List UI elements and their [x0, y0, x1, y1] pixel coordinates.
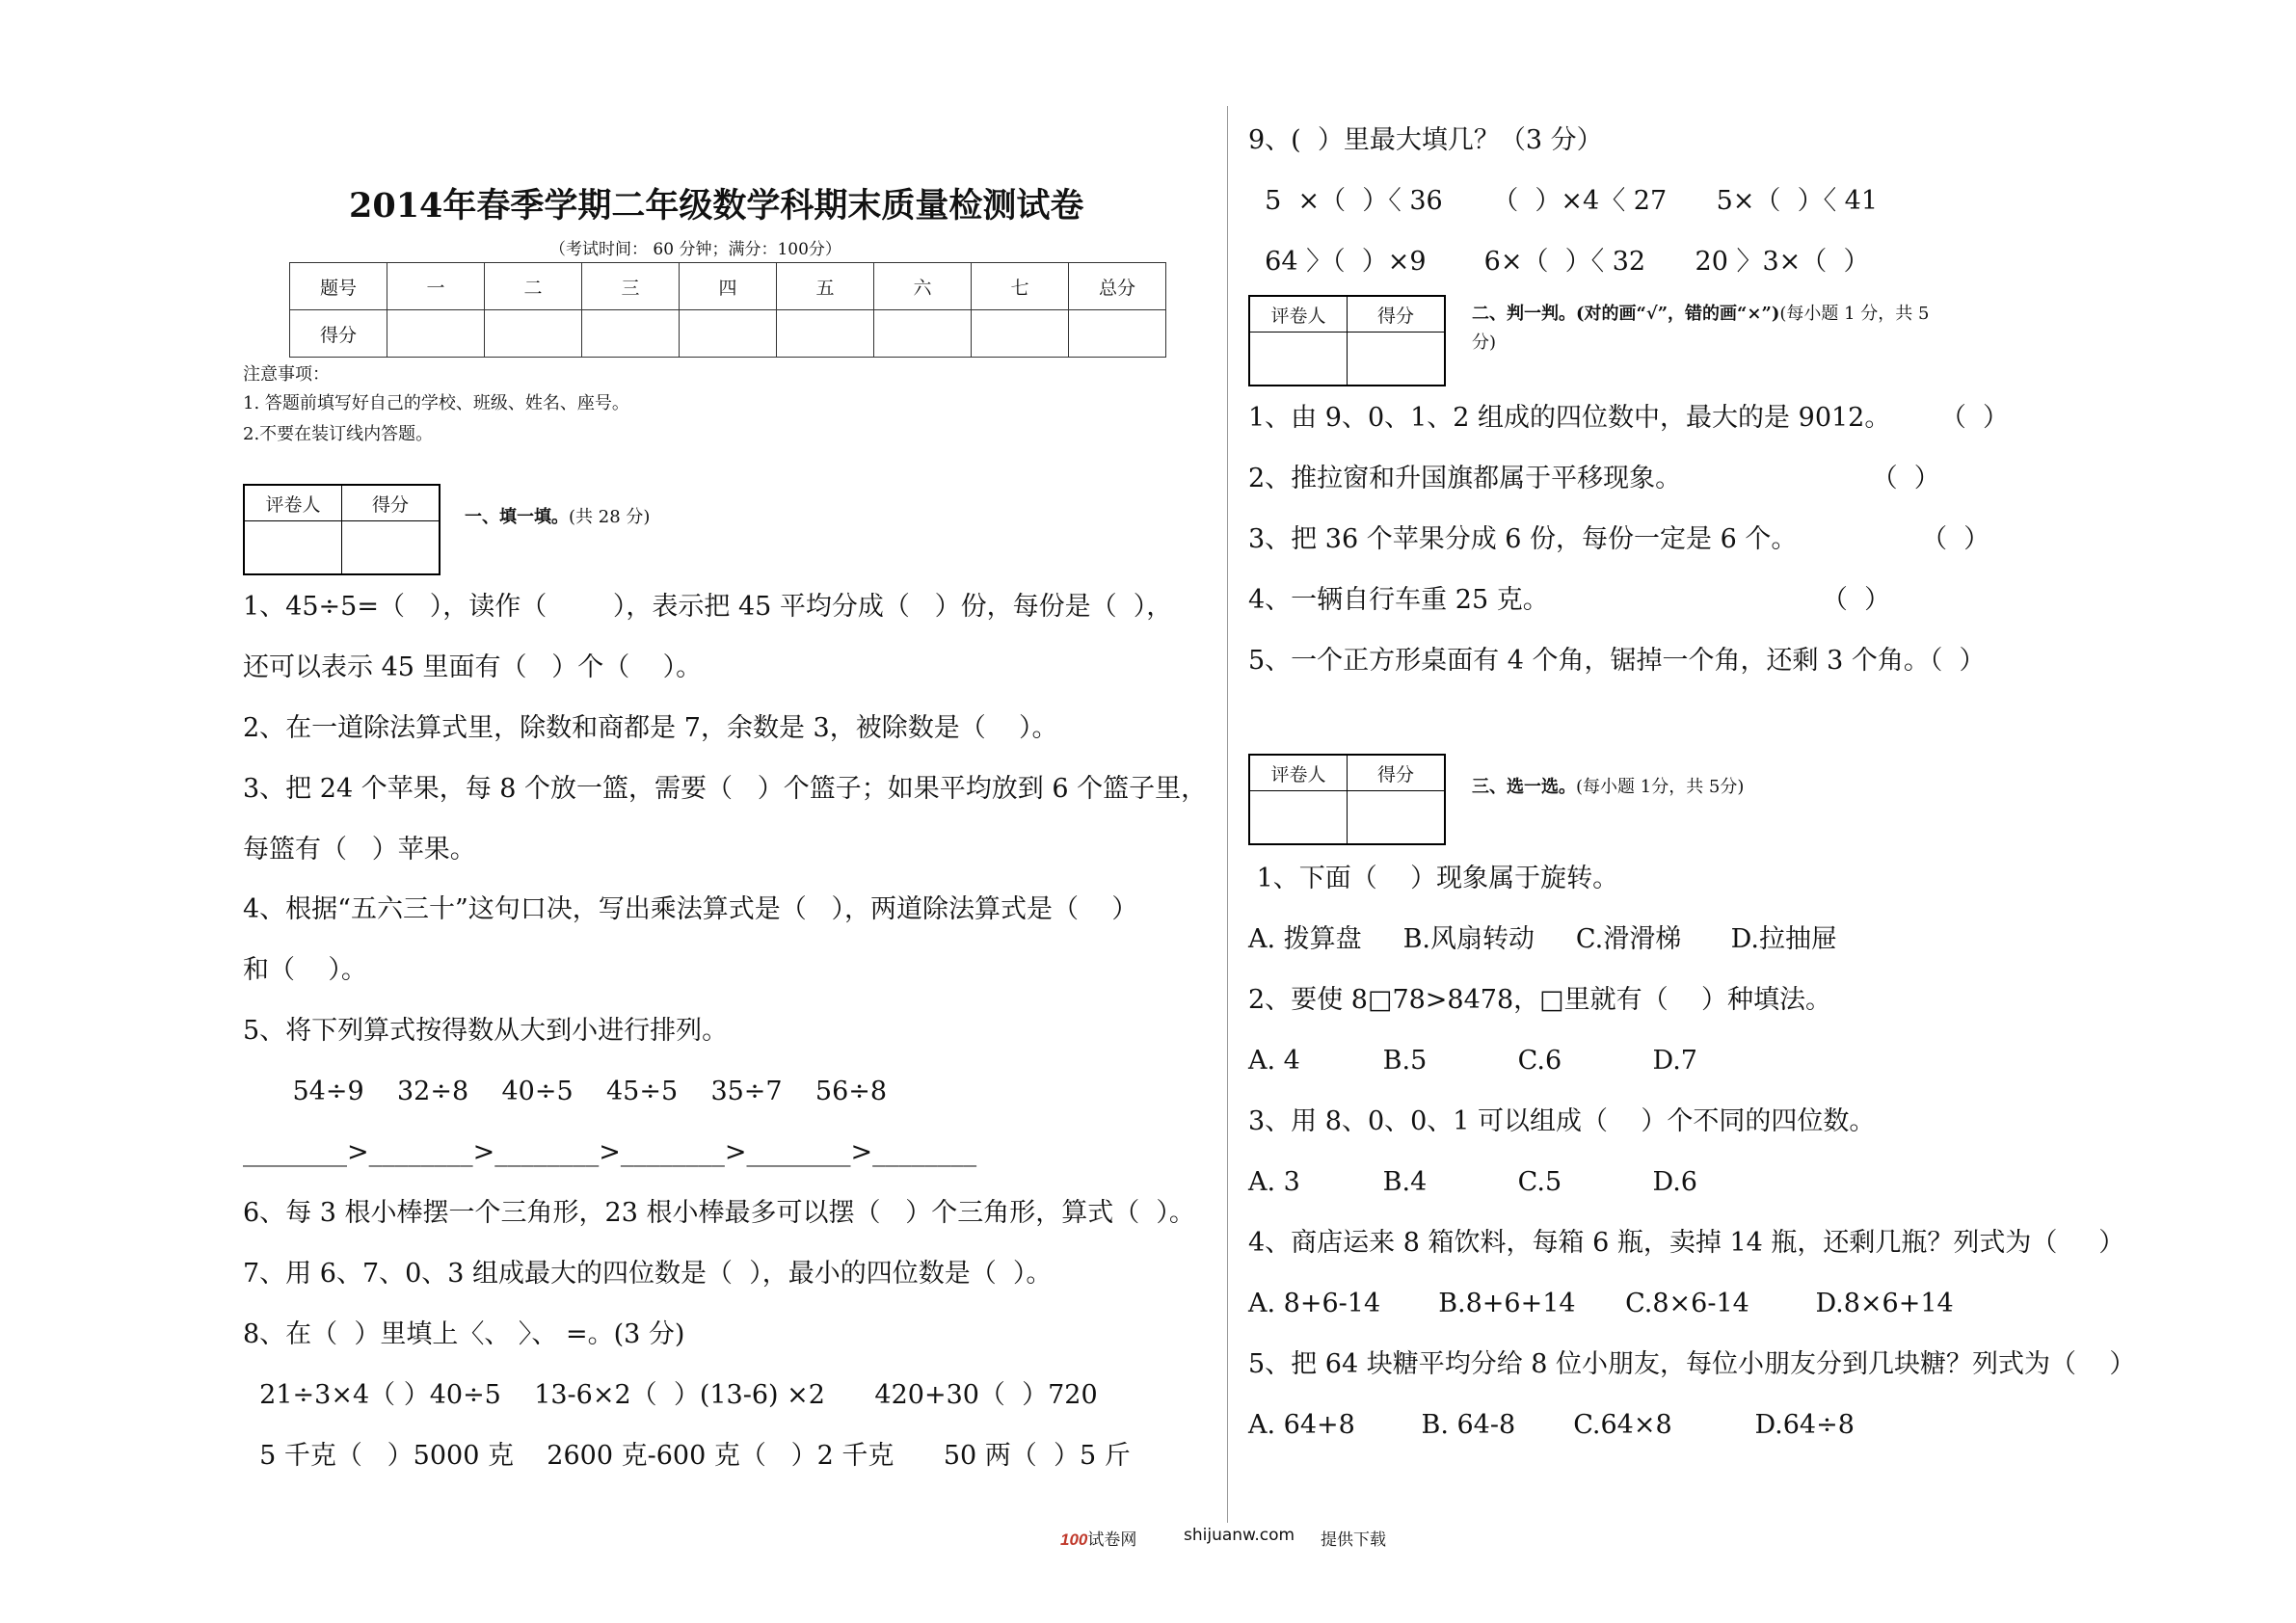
grader-score-label: 得分: [342, 485, 441, 521]
score-header-cell: 二: [485, 263, 582, 310]
score-cell: [387, 310, 485, 358]
section2-note: (每小题 1 分，共 5: [1779, 304, 1930, 324]
q9-line: 9、( ）里最大填几？（3 分）: [1248, 125, 1603, 155]
section1-line: 2、在一道除法算式里，除数和商都是 7，余数是 3，被除数是（ ）。: [243, 713, 1058, 743]
footer-domain: shijuanw.com: [1184, 1526, 1295, 1545]
section3-line: A. 4 B.5 C.6 D.7: [1248, 1046, 1697, 1076]
section1-line: ________>________>________>________>________>________: [243, 1137, 977, 1167]
section1-line: 5 千克（ ）5000 克 2600 克-600 克（ ）2 千克 50 两（ ）5 斤: [243, 1441, 1131, 1471]
section1-heading: [465, 503, 650, 528]
score-cell: [485, 310, 582, 358]
grader-cell: [1249, 333, 1348, 386]
notes-heading: 注意事项：: [243, 364, 330, 385]
score-header-cell: 五: [777, 263, 874, 310]
section3-line: A. 8+6-14 B.8+6+14 C.8×6-14 D.8×6+14: [1248, 1289, 1954, 1318]
note-item: 1. 答题前填写好自己的学校、班级、姓名、座号。: [243, 393, 629, 413]
section2-line: 3、把 36 个苹果分成 6 份，每份一定是 6 个。 （ ）: [1248, 524, 1990, 554]
grader-score-cell: [342, 521, 441, 575]
footer-brand: [1060, 1526, 1136, 1550]
score-cell: [680, 310, 777, 358]
score-row-label: 得分: [290, 310, 387, 358]
grader-label: 评卷人: [1249, 755, 1348, 791]
grader-label: 评卷人: [244, 485, 342, 521]
score-header-cell: 七: [972, 263, 1069, 310]
section3-title: 三、选一选。: [1472, 777, 1576, 797]
section1-line: 7、用 6、7、0、3 组成最大的四位数是（ ），最小的四位数是（ ）。: [243, 1259, 1053, 1289]
score-table: [289, 262, 1166, 358]
section1-note: (共 28 分): [569, 507, 651, 527]
section1-line: 6、每 3 根小棒摆一个三角形，23 根小棒最多可以摆（ ）个三角形，算式（ ）。: [243, 1198, 1195, 1228]
grader-box: [243, 484, 441, 575]
q9-line: 64 〉（ ）×9 6×（ ）〈 32 20 〉3×（ ）: [1248, 247, 1870, 277]
section3-line: 5、把 64 块糖平均分给 8 位小朋友，每位小朋友分到几块糖？列式为（ ）: [1248, 1349, 2136, 1379]
exam-subtitle: （考试时间： 60 分钟；满分：100分）: [549, 240, 841, 259]
score-table-row: [290, 310, 1166, 358]
section2-line: 5、一个正方形桌面有 4 个角，锯掉一个角，还剩 3 个角。（ ）: [1248, 646, 1986, 676]
grader-score-cell: [1348, 333, 1446, 386]
footer-note: 提供下载: [1321, 1530, 1386, 1550]
score-header-cell: 总分: [1069, 263, 1166, 310]
grader-box: [1248, 754, 1446, 845]
section3-line: 3、用 8、0、0、1 可以组成（ ）个不同的四位数。: [1248, 1106, 1876, 1136]
section3-line: 4、商店运来 8 箱饮料，每箱 6 瓶，卖掉 14 瓶，还剩几瓶？列式为（ ）: [1248, 1228, 2125, 1258]
section1-line: 21÷3×4（ ）40÷5 13-6×2（ ）(13-6) ×2 420+30（ ）720: [243, 1380, 1098, 1410]
section2-title: 二、判一判。(对的画“√”，错的画“×”): [1472, 304, 1780, 324]
grader-score-label: 得分: [1348, 755, 1446, 791]
grader-cell: [244, 521, 342, 575]
score-header-cell: 题号: [290, 263, 387, 310]
grader-score-label: 得分: [1348, 296, 1446, 333]
section3-note: (每小题 1分，共 5分): [1576, 777, 1745, 797]
score-table-header: [290, 263, 1166, 310]
score-cell: [972, 310, 1069, 358]
score-cell: [777, 310, 874, 358]
section3-heading: [1472, 773, 1744, 798]
section1-line: 1、45÷5=（ ），读作（ ），表示把 45 平均分成（ ）份，每份是（ ），: [243, 592, 1173, 622]
site-logo-icon: 100: [1060, 1530, 1088, 1549]
note-item: 2.不要在装订线内答题。: [243, 424, 434, 444]
score-cell: [582, 310, 680, 358]
section2-heading: [1472, 300, 1929, 325]
section1-line: 5、将下列算式按得数从大到小进行排列。: [243, 1016, 729, 1046]
section1-line: 和（ ）。: [243, 955, 367, 985]
section3-line: A. 拨算盘 B.风扇转动 C.滑滑梯 D.拉抽屉: [1248, 924, 1837, 954]
section1-line: 8、在（ ）里填上〈、 〉、 =。(3 分): [243, 1319, 685, 1349]
score-header-cell: 一: [387, 263, 485, 310]
score-cell: [874, 310, 972, 358]
grader-score-cell: [1348, 791, 1446, 845]
section1-line: 还可以表示 45 里面有（ ）个（ ）。: [243, 652, 703, 682]
score-header-cell: 六: [874, 263, 972, 310]
section1-line: 每篮有（ ）苹果。: [243, 835, 476, 865]
section1-line: 54÷9 32÷8 40÷5 45÷5 35÷7 56÷8: [243, 1077, 888, 1106]
section1-line: 4、根据“五六三十”这句口决，写出乘法算式是（ ），两道除法算式是（ ）: [243, 894, 1138, 924]
score-header-cell: 四: [680, 263, 777, 310]
score-cell: [1069, 310, 1166, 358]
column-divider: [1227, 106, 1228, 1523]
section3-line: 2、要使 8□78>8478，□里就有（ ）种填法。: [1248, 985, 1831, 1015]
section2-note-cont: 分): [1472, 333, 1497, 353]
grader-box: [1248, 295, 1446, 386]
section2-line: 1、由 9、0、1、2 组成的四位数中，最大的是 9012。 （ ）: [1248, 403, 2010, 433]
section3-line: 1、下面（ ）现象属于旋转。: [1248, 864, 1619, 893]
section3-line: A. 64+8 B. 64-8 C.64×8 D.64÷8: [1248, 1410, 1855, 1440]
section1-line: 3、把 24 个苹果，每 8 个放一篮，需要（ ）个篮子；如果平均放到 6 个篮子里，: [243, 774, 1208, 804]
score-header-cell: 三: [582, 263, 680, 310]
exam-title: 2014年春季学期二年级数学科期末质量检测试卷: [349, 186, 1084, 226]
section2-line: 2、推拉窗和升国旗都属于平移现象。 （ ）: [1248, 464, 1940, 493]
grader-label: 评卷人: [1249, 296, 1348, 333]
grader-cell: [1249, 791, 1348, 845]
q9-line: 5 ×（ ）〈 36 （ ）×4〈 27 5×（ ）〈 41: [1248, 186, 1879, 216]
footer-site-name: 试卷网: [1087, 1530, 1137, 1550]
section2-line: 4、一辆自行车重 25 克。 （ ）: [1248, 585, 1891, 615]
section1-title: 一、填一填。: [465, 507, 569, 527]
section3-line: A. 3 B.4 C.5 D.6: [1248, 1167, 1697, 1197]
